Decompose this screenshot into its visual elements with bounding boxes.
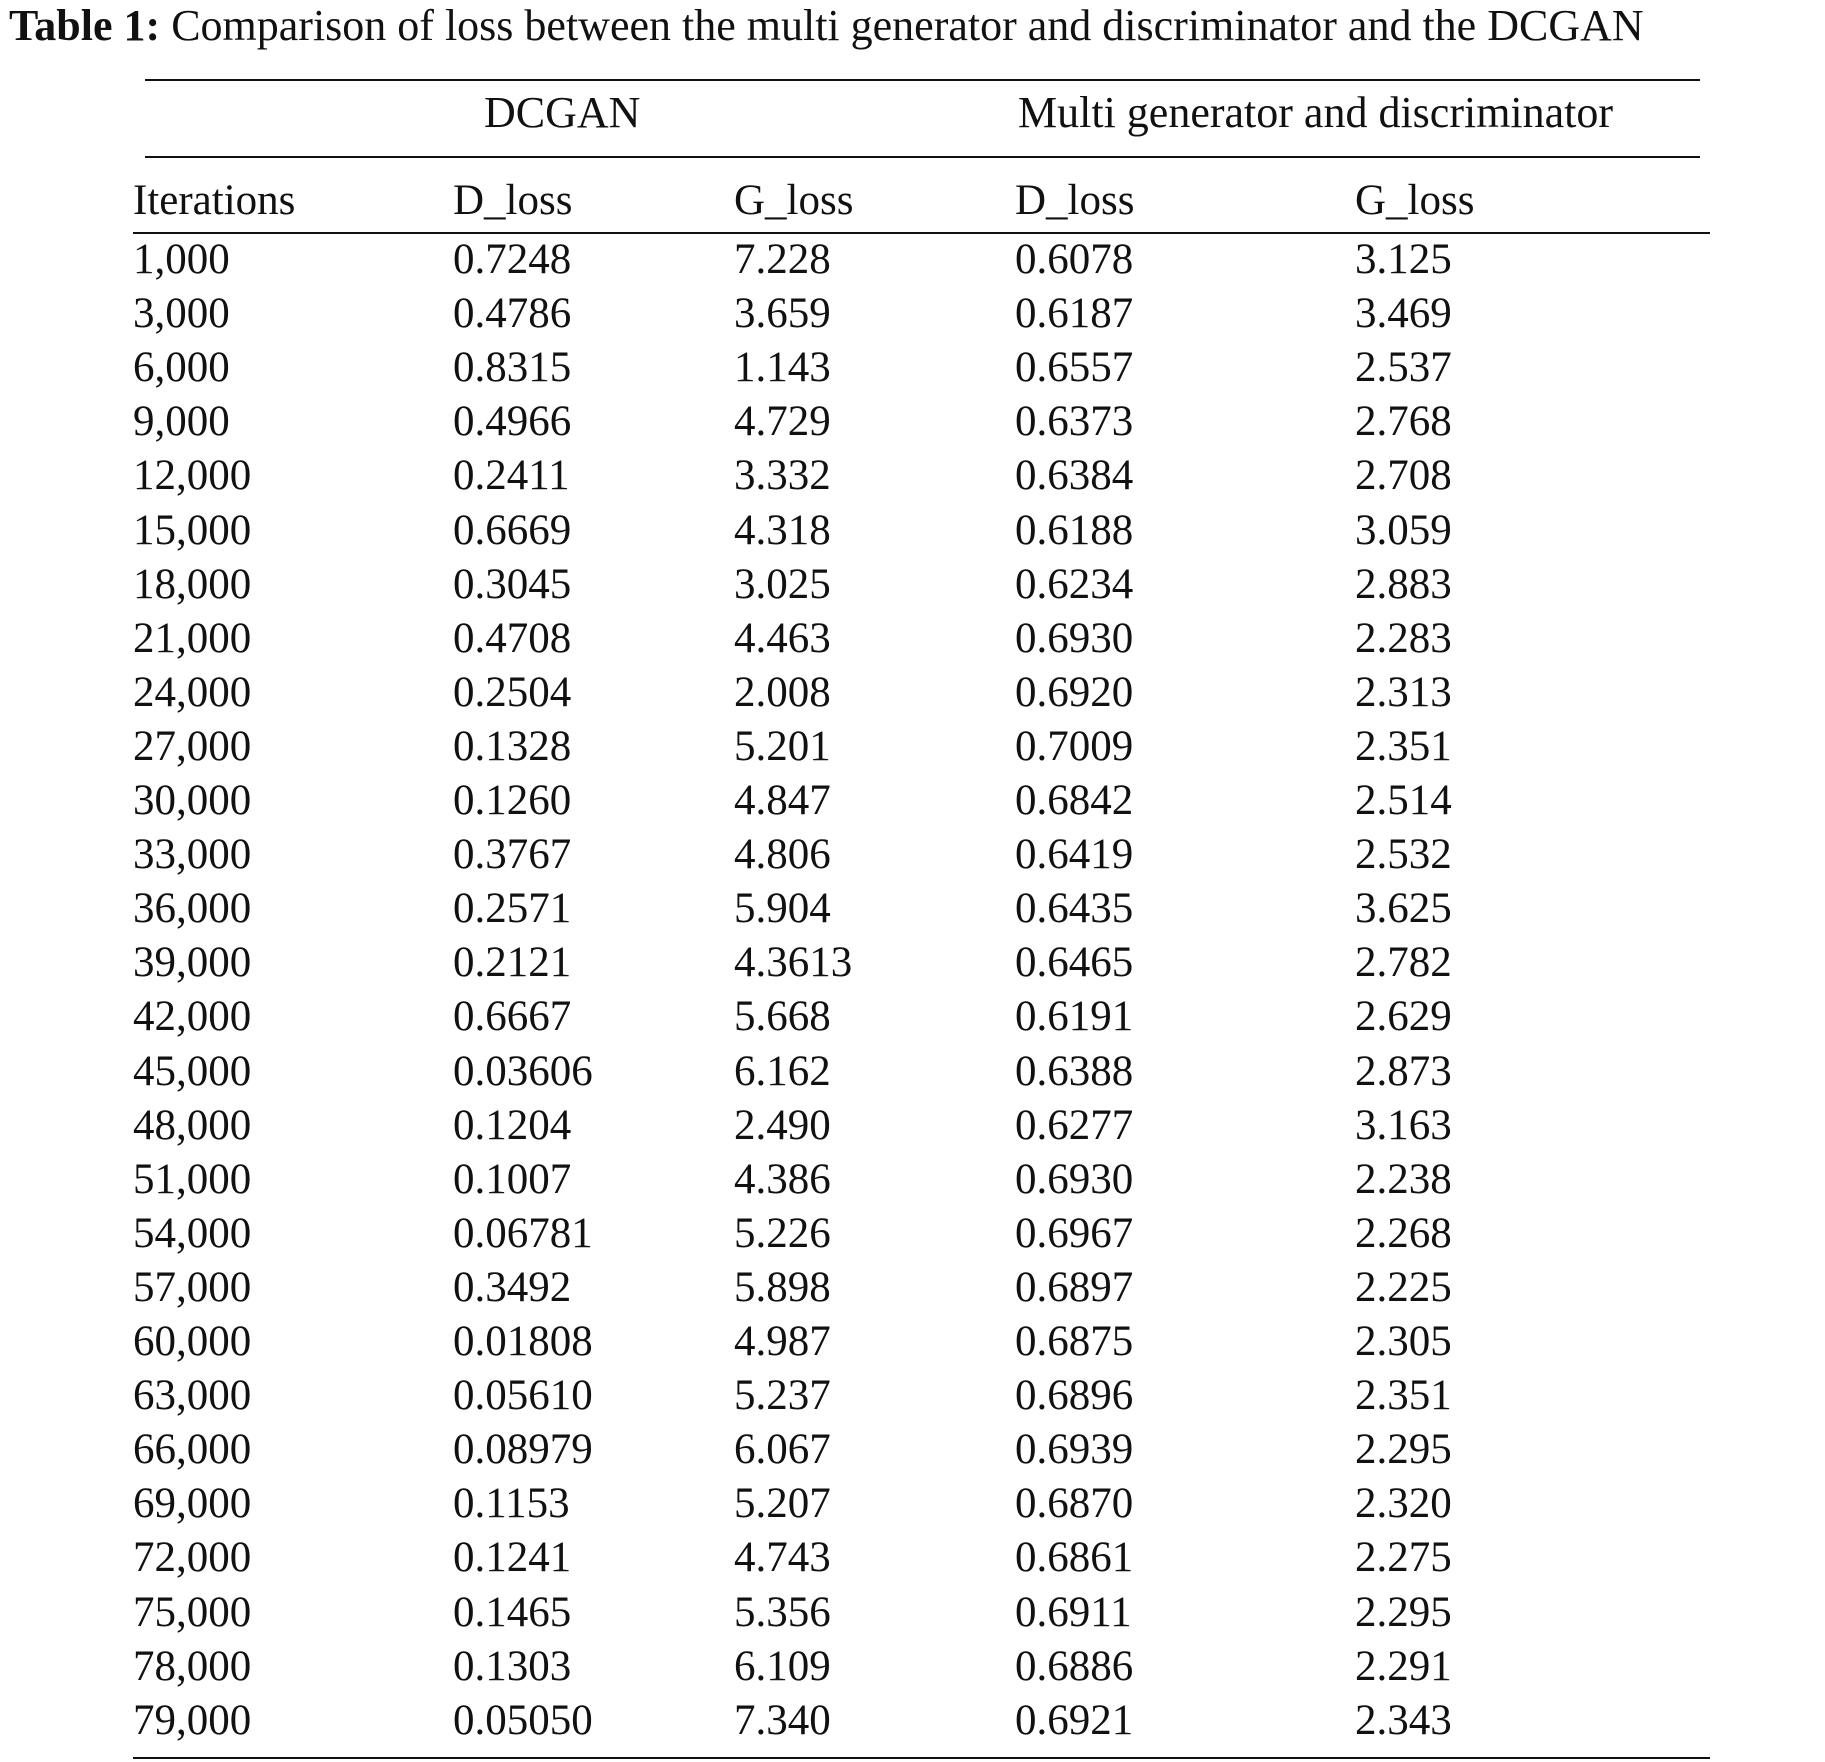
cell-iterations: 78,000 — [133, 1642, 252, 1690]
cell-iterations: 75,000 — [133, 1588, 252, 1636]
cell-dcgan-g-loss: 5.237 — [734, 1372, 831, 1420]
cell-multi-d-loss: 0.6967 — [1015, 1209, 1134, 1257]
cell-dcgan-g-loss: 3.025 — [734, 560, 831, 608]
cell-dcgan-d-loss: 0.1328 — [453, 722, 572, 770]
cell-multi-d-loss: 0.6897 — [1015, 1263, 1134, 1311]
cell-multi-d-loss: 0.6920 — [1015, 668, 1134, 716]
cell-multi-d-loss: 0.6921 — [1015, 1696, 1134, 1744]
cell-dcgan-d-loss: 0.03606 — [453, 1047, 593, 1095]
cell-multi-g-loss: 2.532 — [1355, 831, 1452, 879]
cell-dcgan-d-loss: 0.3767 — [453, 831, 572, 879]
cell-multi-g-loss: 2.275 — [1355, 1534, 1452, 1582]
cell-dcgan-d-loss: 0.3492 — [453, 1263, 572, 1311]
cell-dcgan-g-loss: 5.226 — [734, 1209, 831, 1257]
cell-multi-d-loss: 0.6191 — [1015, 993, 1134, 1041]
cell-multi-d-loss: 0.6234 — [1015, 560, 1134, 608]
cell-multi-d-loss: 0.6861 — [1015, 1534, 1134, 1582]
cell-multi-d-loss: 0.6187 — [1015, 290, 1134, 338]
cell-dcgan-g-loss: 4.318 — [734, 506, 831, 554]
cell-iterations: 27,000 — [133, 722, 252, 770]
cell-multi-g-loss: 2.873 — [1355, 1047, 1452, 1095]
cell-iterations: 54,000 — [133, 1209, 252, 1257]
cell-multi-g-loss: 3.625 — [1355, 885, 1452, 933]
caption-text: Comparison of loss between the multi generator and discriminator and the DCGAN — [171, 1, 1644, 50]
table-caption — [9, 0, 1644, 52]
cell-dcgan-d-loss: 0.05610 — [453, 1372, 593, 1420]
cell-multi-g-loss: 2.268 — [1355, 1209, 1452, 1257]
cell-dcgan-g-loss: 4.729 — [734, 398, 831, 446]
cell-dcgan-g-loss: 2.008 — [734, 668, 831, 716]
cell-dcgan-g-loss: 2.490 — [734, 1101, 831, 1149]
cell-dcgan-g-loss: 6.067 — [734, 1426, 831, 1474]
cell-multi-d-loss: 0.6886 — [1015, 1642, 1134, 1690]
cell-dcgan-g-loss: 7.340 — [734, 1696, 831, 1744]
group-header-rule — [145, 156, 1700, 158]
cell-iterations: 39,000 — [133, 939, 252, 987]
cell-iterations: 57,000 — [133, 1263, 252, 1311]
cell-iterations: 24,000 — [133, 668, 252, 716]
column-header-multi-d-loss: D_loss — [1015, 177, 1135, 224]
cell-multi-g-loss: 2.351 — [1355, 1372, 1452, 1420]
cell-multi-g-loss: 2.283 — [1355, 614, 1452, 662]
cell-dcgan-d-loss: 0.6669 — [453, 506, 572, 554]
caption-label: Table 1: — [9, 1, 161, 50]
cell-dcgan-d-loss: 0.7248 — [453, 236, 572, 283]
cell-dcgan-d-loss: 0.3045 — [453, 560, 572, 608]
cell-multi-g-loss: 3.469 — [1355, 290, 1452, 338]
cell-multi-d-loss: 0.6435 — [1015, 885, 1134, 933]
cell-iterations: 36,000 — [133, 885, 252, 933]
cell-dcgan-d-loss: 0.1260 — [453, 777, 572, 824]
cell-multi-d-loss: 0.6465 — [1015, 939, 1134, 987]
cell-iterations: 66,000 — [133, 1426, 252, 1474]
cell-dcgan-g-loss: 6.109 — [734, 1642, 831, 1690]
cell-dcgan-d-loss: 0.06781 — [453, 1209, 593, 1257]
cell-multi-g-loss: 2.313 — [1355, 668, 1452, 716]
cell-multi-g-loss: 2.629 — [1355, 993, 1452, 1041]
cell-iterations: 48,000 — [133, 1101, 252, 1149]
cell-multi-d-loss: 0.6419 — [1015, 831, 1134, 879]
cell-iterations: 51,000 — [133, 1155, 252, 1203]
cell-multi-g-loss: 3.163 — [1355, 1101, 1452, 1149]
cell-iterations: 60,000 — [133, 1318, 252, 1365]
header-rule — [133, 232, 1710, 234]
cell-multi-g-loss: 2.320 — [1355, 1480, 1452, 1528]
cell-multi-d-loss: 0.7009 — [1015, 722, 1134, 770]
cell-dcgan-d-loss: 0.4966 — [453, 398, 572, 446]
cell-dcgan-d-loss: 0.08979 — [453, 1426, 593, 1474]
cell-dcgan-g-loss: 4.386 — [734, 1155, 831, 1203]
cell-multi-g-loss: 2.537 — [1355, 344, 1452, 392]
cell-multi-g-loss: 2.295 — [1355, 1588, 1452, 1636]
column-header-dcgan-g-loss: G_loss — [734, 177, 854, 224]
column-header-iterations: Iterations — [133, 177, 296, 224]
cell-multi-d-loss: 0.6842 — [1015, 777, 1134, 824]
cell-iterations: 15,000 — [133, 506, 252, 554]
cell-multi-d-loss: 0.6870 — [1015, 1480, 1134, 1528]
cell-iterations: 12,000 — [133, 452, 252, 500]
cell-iterations: 9,000 — [133, 398, 230, 446]
cell-multi-d-loss: 0.6277 — [1015, 1101, 1134, 1149]
cell-dcgan-d-loss: 0.05050 — [453, 1696, 593, 1744]
cell-dcgan-d-loss: 0.2571 — [453, 885, 572, 933]
cell-multi-d-loss: 0.6939 — [1015, 1426, 1134, 1474]
cell-dcgan-g-loss: 4.463 — [734, 614, 831, 662]
cell-multi-d-loss: 0.6388 — [1015, 1047, 1134, 1095]
cell-dcgan-d-loss: 0.2411 — [453, 452, 570, 500]
cell-iterations: 45,000 — [133, 1047, 252, 1095]
cell-dcgan-d-loss: 0.1007 — [453, 1155, 572, 1203]
cell-multi-g-loss: 3.125 — [1355, 236, 1452, 283]
cell-dcgan-g-loss: 7.228 — [734, 236, 831, 283]
cell-dcgan-g-loss: 6.162 — [734, 1047, 831, 1095]
cell-multi-g-loss: 2.343 — [1355, 1696, 1452, 1744]
cell-multi-g-loss: 3.059 — [1355, 506, 1452, 554]
group-header-multi: Multi generator and discriminator — [1018, 88, 1614, 137]
cell-multi-g-loss: 2.291 — [1355, 1642, 1452, 1690]
cell-multi-d-loss: 0.6384 — [1015, 452, 1134, 500]
cell-multi-g-loss: 2.708 — [1355, 452, 1452, 500]
cell-multi-d-loss: 0.6911 — [1015, 1588, 1132, 1636]
cell-multi-d-loss: 0.6373 — [1015, 398, 1134, 446]
cell-multi-g-loss: 2.225 — [1355, 1263, 1452, 1311]
cell-iterations: 63,000 — [133, 1372, 252, 1420]
column-header-dcgan-d-loss: D_loss — [453, 177, 573, 224]
cell-dcgan-g-loss: 5.898 — [734, 1263, 831, 1311]
cell-iterations: 69,000 — [133, 1480, 252, 1528]
cell-dcgan-g-loss: 4.3613 — [734, 939, 853, 987]
cell-iterations: 42,000 — [133, 993, 252, 1041]
cell-dcgan-g-loss: 4.847 — [734, 777, 831, 824]
cell-multi-g-loss: 2.238 — [1355, 1155, 1452, 1203]
cell-dcgan-d-loss: 0.2504 — [453, 668, 572, 716]
cell-iterations: 6,000 — [133, 344, 230, 392]
cell-multi-d-loss: 0.6896 — [1015, 1372, 1134, 1420]
cell-multi-g-loss: 2.782 — [1355, 939, 1452, 987]
cell-dcgan-g-loss: 4.806 — [734, 831, 831, 879]
cell-dcgan-d-loss: 0.4708 — [453, 614, 572, 662]
cell-multi-g-loss: 2.351 — [1355, 722, 1452, 770]
cell-iterations: 30,000 — [133, 777, 252, 824]
column-header-multi-g-loss: G_loss — [1355, 177, 1475, 224]
cell-multi-g-loss: 2.514 — [1355, 777, 1452, 824]
cell-multi-d-loss: 0.6188 — [1015, 506, 1134, 554]
cell-dcgan-d-loss: 0.1303 — [453, 1642, 572, 1690]
cell-dcgan-d-loss: 0.4786 — [453, 290, 572, 338]
cell-multi-g-loss: 2.768 — [1355, 398, 1452, 446]
cell-iterations: 18,000 — [133, 560, 252, 608]
cell-multi-g-loss: 2.883 — [1355, 560, 1452, 608]
cell-dcgan-d-loss: 0.1153 — [453, 1480, 570, 1528]
cell-dcgan-g-loss: 3.332 — [734, 452, 831, 500]
cell-dcgan-g-loss: 3.659 — [734, 290, 831, 338]
cell-dcgan-g-loss: 5.904 — [734, 885, 831, 933]
cell-dcgan-d-loss: 0.01808 — [453, 1318, 593, 1365]
bottom-rule — [133, 1757, 1710, 1759]
cell-iterations: 33,000 — [133, 831, 252, 879]
cell-dcgan-d-loss: 0.1465 — [453, 1588, 572, 1636]
cell-dcgan-g-loss: 5.356 — [734, 1588, 831, 1636]
cell-dcgan-g-loss: 5.668 — [734, 993, 831, 1041]
cell-multi-d-loss: 0.6078 — [1015, 236, 1134, 283]
cell-dcgan-g-loss: 5.201 — [734, 722, 831, 770]
cell-multi-g-loss: 2.295 — [1355, 1426, 1452, 1474]
cell-multi-d-loss: 0.6557 — [1015, 344, 1134, 392]
cell-iterations: 21,000 — [133, 614, 252, 662]
cell-dcgan-d-loss: 0.2121 — [453, 939, 572, 987]
top-rule — [145, 79, 1700, 81]
cell-iterations: 72,000 — [133, 1534, 252, 1582]
cell-dcgan-d-loss: 0.1241 — [453, 1534, 572, 1582]
cell-iterations: 79,000 — [133, 1696, 252, 1744]
cell-iterations: 1,000 — [133, 236, 230, 283]
cell-multi-g-loss: 2.305 — [1355, 1318, 1452, 1365]
cell-dcgan-d-loss: 0.1204 — [453, 1101, 572, 1149]
cell-iterations: 3,000 — [133, 290, 230, 338]
cell-dcgan-g-loss: 4.987 — [734, 1318, 831, 1365]
cell-dcgan-g-loss: 5.207 — [734, 1480, 831, 1528]
cell-dcgan-d-loss: 0.8315 — [453, 344, 572, 392]
cell-multi-d-loss: 0.6930 — [1015, 1155, 1134, 1203]
cell-multi-d-loss: 0.6875 — [1015, 1318, 1134, 1365]
group-header-dcgan: DCGAN — [484, 88, 641, 137]
cell-dcgan-g-loss: 4.743 — [734, 1534, 831, 1582]
cell-dcgan-g-loss: 1.143 — [734, 344, 831, 392]
cell-multi-d-loss: 0.6930 — [1015, 614, 1134, 662]
cell-dcgan-d-loss: 0.6667 — [453, 993, 572, 1041]
